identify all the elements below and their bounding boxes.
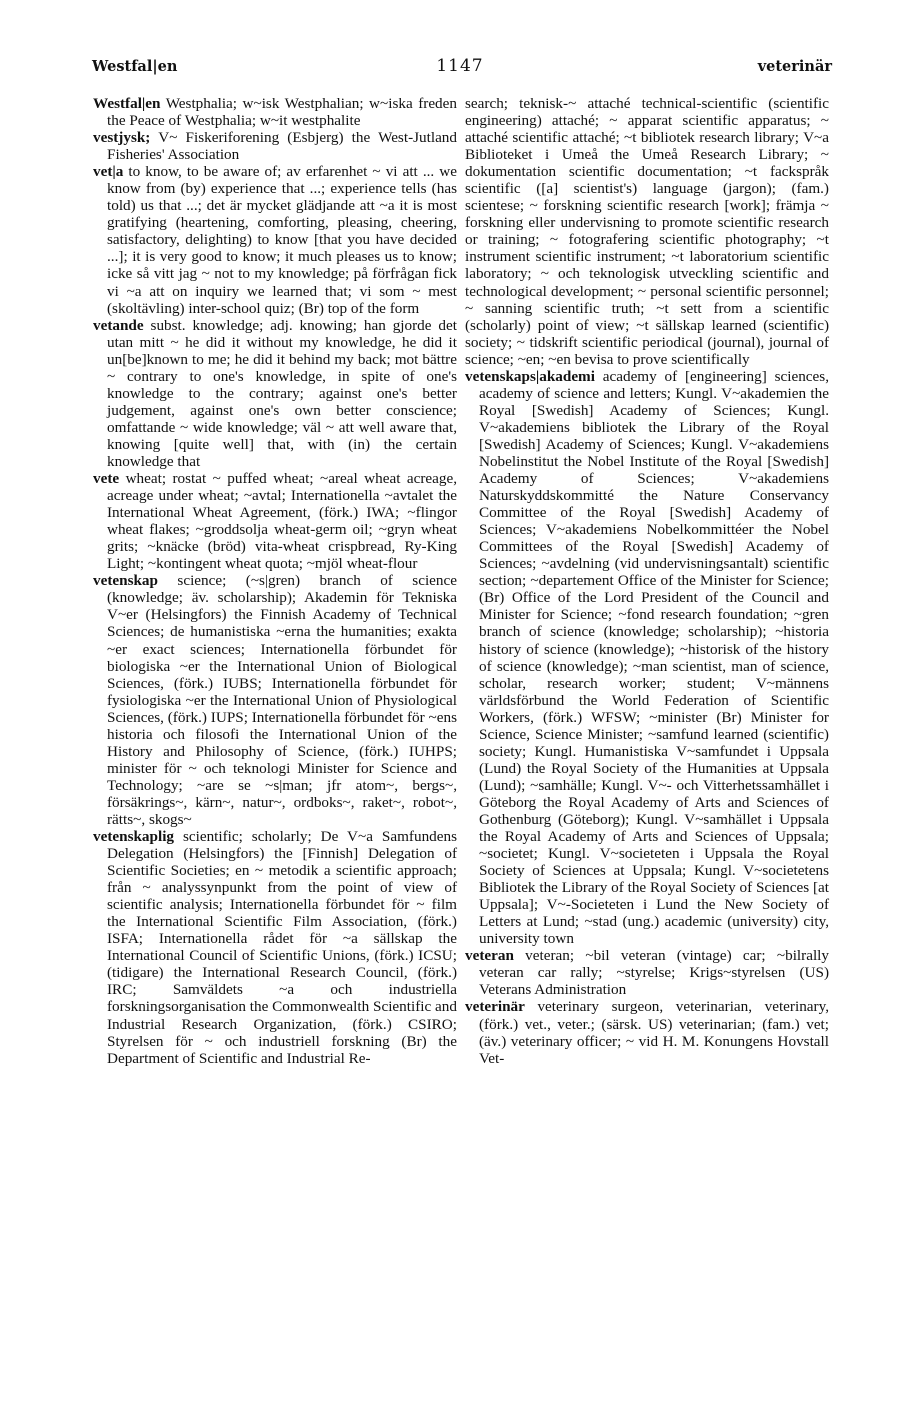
- headword: veterinär: [465, 998, 525, 1016]
- headword: vetenskap: [93, 572, 158, 590]
- headword: Westfal|en: [93, 95, 161, 112]
- headword: vete: [93, 470, 120, 488]
- left-column: [93, 95, 457, 1067]
- entry-veteran: [465, 947, 829, 998]
- right-column: [465, 95, 829, 1067]
- entry-continuation: [465, 95, 829, 368]
- running-head-right: veterinär: [757, 58, 832, 75]
- definition: academy of [engineering] sciences, academy of science and letters; Kungl. V~akademien the Royal [Swedish] Academy of Sciences; Kungl. V~akademiens bibliotek the Library of the Royal [Swedish] Academy of Sciences; Kungl. V~akademiens Nobelinstitut the Nobel Institute of the Royal [Swedish] Academy of Sciences; V~akademiens Naturskyddskommitté the Nature Conservancy Committee of the Royal [Swedish] Academy of Sciences; V~akademiens Nobelkommittéer the Nobel Committees of the Royal [Swedish] Academy of Sciences; ~avdelning (vid undervisningsantalt) scientific section; ~departement Office of the Minister for Science; (Br) Office of the Lord President of the Council and Minister for Science; ~fond research foundation; ~gren branch of science (knowledge; scholarship); ~historia history of science (knowledge); ~historisk of the history of science (knowledge); ~man scientist, man of science, scholar, research worker; student; V~männens världsförbund the World Federation of Scientific Workers, (förk.) WFSW; ~minister (Br) Minister for Science, Science Minister; ~samfund learned (scientific) society; Kungl. Humanistiska V~samfundet i Uppsala (Lund) the Royal Society of the Humanities at Uppsala (Lund); ~samhälle; Kungl. V~- och Vitterhetssamhället i Göteborg the Royal Academy of Arts and Sciences of Gothenburg (Göteborg); Kungl. V~samhället i Uppsala the Royal Academy of Arts and Sciences of Uppsala; ~societet; Kungl. V~societeten i Uppsala the Royal Society of Sciences at Uppsala; Kungl. V~societetens Bibliotek the Library of the Royal Society of Sciences [at Uppsala]; V~-Societeten i Lund the New Society of Letters at Lund; ~stad (ung.) academic (university) city, university town: [479, 367, 829, 948]
- headword: vestjysk;: [93, 129, 151, 147]
- definition: V~ Fiskeriforening (Esbjerg) the West-Jutland Fisheries' Association: [107, 129, 457, 164]
- definition: wheat; rostat ~ puffed wheat; ~areal wheat acreage, acreage under wheat; ~avtal; Internationella ~avtalet the International Wheat Agreement, (förk.) IWA; ~flingor wheat flakes; ~groddsolja wheat-germ oil; ~gryn wheat grits; ~knäcke (bröd) vita-wheat crispbread, Ry-King Light; ~kontingent wheat quota; ~mjöl wheat-flour: [107, 470, 457, 573]
- headword: vet|a: [93, 163, 124, 181]
- headword: vetenskaps|akademi: [465, 367, 595, 385]
- entry-vetenskapsakademi: [465, 368, 829, 948]
- entry-vetenskaplig: [93, 828, 457, 1067]
- running-head-left: Westfal|en: [92, 58, 178, 75]
- definition: scientific; scholarly; De V~a Samfundens Delegation (Helsingfors) the [Finnish] Delegation of Scientific Societies; en ~ metodik a scientific approach; från ~ analyssynpunkt from the point of view of scientific analysis; Internationella förbundet för ~ film the International Scientific Film Association, (förk.) ISFA; Internationella rådet för ~a sällskap the International Council of Scientific Unions, (förk.) ICSU; (tidigare) the International Research Council, (förk.) IRC; Samväldets ~a och industriella forskningsorganisation the Commonwealth Scientific and Industrial Research Organization, (förk.) CSIRO; Styrelsen för ~ och industriell forskning (Br) the Department of Scientific and Industrial Re-: [107, 828, 457, 1067]
- headword: veteran: [465, 947, 514, 965]
- page-number: 1147: [436, 56, 484, 76]
- definition: to know, to be aware of; av erfarenhet ~ vi att ... we know from (by) experience that ...; experience tells (has told) us that ...; det är mycket glädjande att ~a it is most gratifying (heartening, comforting, pleasing, cheering, satisfactory, delighting) to know [that you have decided ...]; it is very good to know; it much pleases us to know; icke så vitt jag ~ not to my knowledge; på förfrågan fick vi ~a att on inquiry we learned that; vi som ~ mest (skoltävling) inter-school quiz; (Br) top of the form: [107, 163, 457, 317]
- entry-westfalen: [93, 95, 457, 129]
- entry-veterinar: [465, 998, 829, 1066]
- definition: science; (~s|gren) branch of science (knowledge; äv. scholarship); Akademin för Tekniska V~er (Helsingfors) the Finnish Academy of Technical Sciences; de humanistiska ~erna the humanities; exakta ~er exact sciences; Internationella förbundet för biologiska ~er the International Union of Biological Sciences, (förk.) IUBS; Internationella förbundet för fysiologiska ~er the International Union of Physiological Sciences, (förk.) IUPS; Internationella förbundet för ~ens historia och filosofi the International Union of the History and Philosophy of Science, (förk.) IUHPS; minister för ~ och teknologi Minister for Science and Technology; ~are se ~s|man; jfr atom~, bergs~, försäkrings~, kärn~, natur~, ordboks~, raket~, robot~, rätts~, skogs~: [107, 572, 457, 828]
- definition: veterinary surgeon, veterinarian, veterinary, (förk.) vet., veter.; (särsk. US) veterinarian; (fam.) vet; (äv.) veterinary officer; ~ vid H. M. Konungens Hovstall Vet-: [479, 998, 829, 1067]
- headword: vetenskaplig: [93, 828, 175, 846]
- entry-vetande: [93, 317, 457, 470]
- headword: vetande: [93, 316, 144, 334]
- definition: Westphalia; w~isk Westphalian; w~iska freden the Peace of Westphalia; w~it westphalite: [107, 95, 457, 130]
- entry-veta: [93, 163, 457, 316]
- definition: subst. knowledge; adj. knowing; han gjorde det utan mitt ~ he did it without my knowledge, he did it un[be]known to me; he did it behind my back; mot bättre ~ contrary to one's knowledge, in spite of one's knowledge to the contrary; against one's better judgement, against one's own better conscience; omfattande ~ wide knowledge; väl ~ att well aware that, knowing [quite well] that, with (in) the certain knowledge that: [107, 316, 457, 470]
- entry-vetenskap: [93, 572, 457, 828]
- definition: veteran; ~bil veteran (vintage) car; ~bilrally veteran car rally; ~styrelse; Krigs~styrelsen (US) Veterans Administration: [479, 947, 829, 999]
- entry-vete: [93, 470, 457, 572]
- definition: search; teknisk-~ attaché technical-scientific (scientific engineering) attaché; ~ apparat scientific apparatus; ~ attaché scientific attaché; ~t bibliotek research library; V~a Biblioteket i Umeå the Umeå Research Library; ~ dokumentation scientific documentation; ~t fackspråk scientific ([a] scientist's) language (jargon); (fam.) scientese; ~ forskning scientific research [work]; främja ~ forskning eller undervisning to promote scientific research or training; ~ fotografering scientific photography; ~t instrument scientific instrument; ~t laboratorium scientific laboratory; ~ och teknologisk utveckling scientific and technological development; ~ personal scientific personnel; ~ sanning scientific truth; ~t sett from a scientific (scholarly) point of view; ~t sällskap learned (scientific) society; ~ tidskrift scientific periodical (journal), journal of science; ~en; ~en bevisa to prove scientifically: [465, 95, 829, 368]
- entry-vestjysk: [93, 129, 457, 163]
